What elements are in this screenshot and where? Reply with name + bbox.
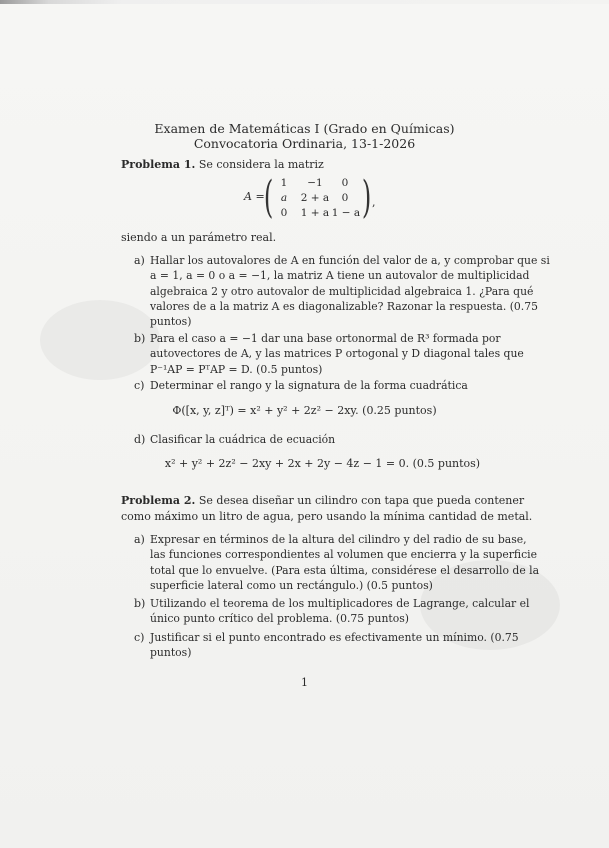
item-line: las funciones correspondientes al volumen que encierra y la superficie (150, 548, 538, 562)
matrix-cell: 1 − a (331, 207, 361, 219)
matrix-cell: 1 + a (300, 207, 330, 219)
item-label: c) (134, 379, 145, 392)
item-line: Utilizando el teorema de los multiplicadores de Lagrange, calcular el (150, 597, 530, 610)
problem-1-after: siendo a un parámetro real. (121, 231, 277, 244)
problem-1-label: Problema 1. (121, 158, 196, 171)
exam-title: Examen de Matemáticas I (Grado en Químicas) (154, 121, 455, 136)
item-line: Hallar los autovalores de A en función del valor de a, y comprobar que si (150, 254, 550, 267)
item-line: Determinar el rango y la signatura de la forma cuadrática (150, 379, 468, 392)
matrix-cell: 0 (341, 192, 349, 204)
item-line: Para el caso a = −1 dar una base ortonormal de R³ formada por (150, 332, 501, 345)
page-number: 1 (301, 676, 308, 689)
problem-2-intro-1: Se desea diseñar un cilindro con tapa que pueda contener (198, 494, 525, 507)
item-line: puntos) (150, 315, 192, 329)
matrix-cell: 2 + a (300, 192, 330, 204)
problem-2-item-a (150, 532, 540, 593)
problem-1-item-c (150, 378, 495, 393)
exam-subtitle: Convocatoria Ordinaria, 13-1-2026 (193, 136, 416, 151)
item-line: Justificar si el punto encontrado es efectivamente un mínimo. (0.75 (150, 631, 519, 644)
matrix-cell: 1 (280, 177, 288, 189)
matrix-cell: a (280, 192, 288, 204)
item-label: a) (134, 254, 145, 267)
matrix-cell: 0 (341, 177, 349, 189)
matrix-lhs: A = (244, 190, 265, 203)
item-label: d) (134, 433, 146, 446)
problem-2-item-c (150, 630, 519, 661)
problem-1-item-b (150, 331, 524, 377)
item-line: valores de a la matriz A es diagonalizable? Razonar la respuesta. (0.75 (150, 299, 538, 313)
item-line: autovectores de A, y las matrices P ortogonal y D diagonal tales que (150, 347, 524, 361)
item-line: único punto crítico del problema. (0.75 puntos) (150, 612, 410, 626)
problem-2-label: Problema 2. (121, 494, 196, 507)
matrix-a (244, 174, 374, 222)
item-label: b) (134, 332, 146, 345)
right-paren-icon: ) (361, 172, 372, 223)
matrix-cell: −1 (307, 177, 323, 189)
item-line: Expresar en términos de la altura del cilindro y del radio de su base, (150, 533, 527, 546)
left-paren-icon: ( (263, 172, 274, 223)
item-line: superficie lateral como un rectángulo.) (0.5 puntos) (150, 578, 433, 592)
problem-1-item-a (150, 253, 550, 329)
item-label: b) (134, 597, 146, 610)
quadric-formula: x² + y² + 2z² − 2xy + 2x + 2y − 4z − 1 = 0. (0.5 puntos) (164, 457, 481, 470)
matrix-comma: , (372, 196, 376, 209)
matrix-cell: 0 (280, 207, 288, 219)
problem-1-intro: Se considera la matriz (198, 158, 324, 171)
item-line: puntos) (150, 646, 192, 660)
item-line: Clasificar la cuádrica de ecuación (150, 433, 336, 446)
quadratic-form-formula: Φ([x, y, z]ᵀ) = x² + y² + 2z² − 2xy. (0.25 puntos) (172, 404, 437, 417)
problem-2-intro-2: como máximo un litro de agua, pero usando la mínima cantidad de metal. (121, 510, 533, 523)
item-line: total que lo envuelve. (Para esta última, considérese el desarrollo de la (150, 563, 540, 577)
item-label: a) (134, 533, 145, 546)
item-line: algebraica 2 y otro autovalor de multiplicidad algebraica 1. ¿Para qué (150, 284, 534, 298)
item-label: c) (134, 631, 145, 644)
problem-2-heading (121, 493, 524, 508)
item-line: a = 1, a = 0 o a = −1, la matriz A tiene un autovalor de multiplicidad (150, 269, 530, 283)
scan-edge (0, 0, 609, 4)
problem-2-item-b (150, 596, 530, 627)
problem-1-item-d (150, 432, 495, 447)
problem-1-heading (121, 157, 324, 172)
item-line: P⁻¹AP = PᵀAP = D. (0.5 puntos) (150, 362, 323, 376)
